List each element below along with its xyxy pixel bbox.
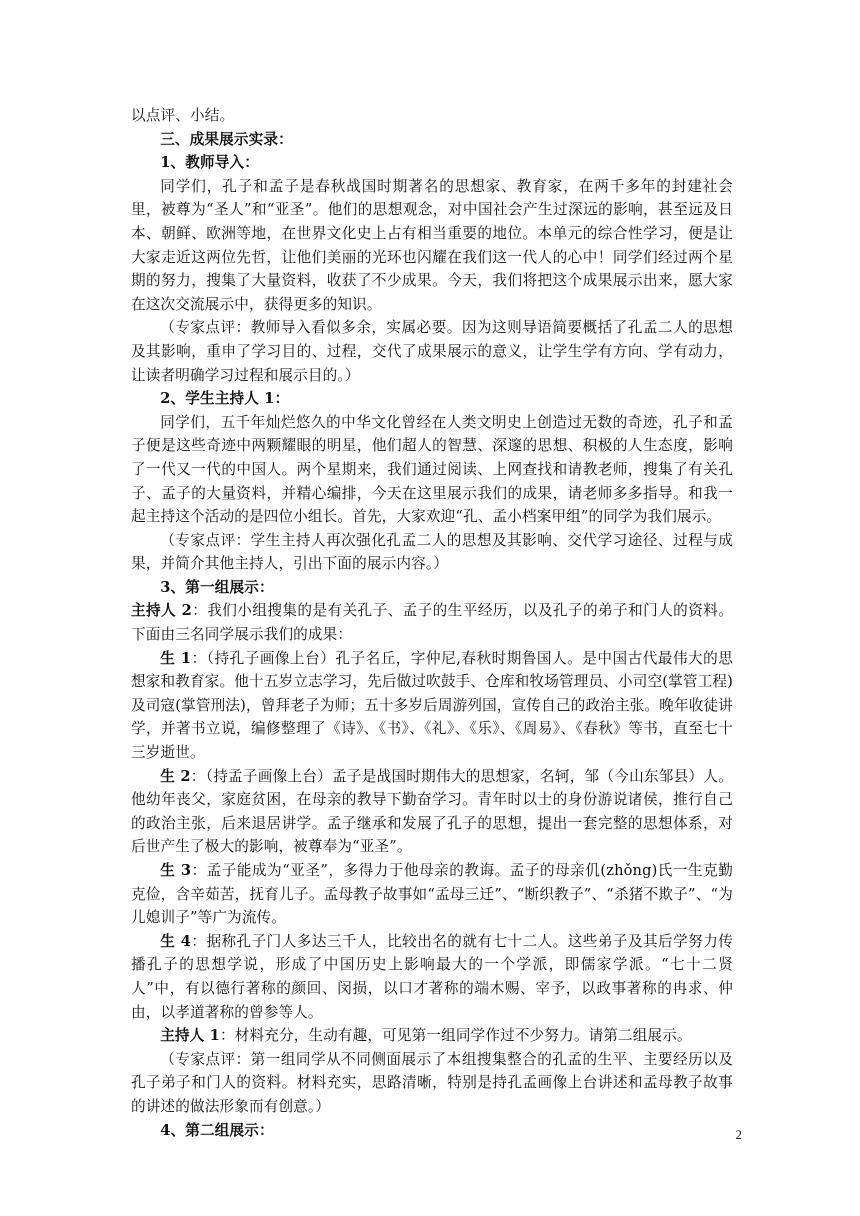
speaker-label: 生 3 bbox=[160, 862, 192, 879]
document-body bbox=[131, 104, 733, 1142]
speaker-label: 生 4 bbox=[160, 932, 192, 950]
expert-comment-2: （专家点评：学生主持人再次强化孔孟二人的思想及其影响、交代学习途径、过程与成果，并简介其他主持人，引出下面的展示内容。） bbox=[131, 531, 733, 573]
host2-paragraph bbox=[131, 599, 733, 646]
subheading-teacher-intro: 1、教师导入： bbox=[160, 154, 259, 172]
speech-text: ：我们小组搜集的是有关孔子、孟子的生平经历，以及孔子的弟子和门人的资料。下面由三名同学展示我们的成果： bbox=[131, 602, 733, 644]
subheading-student-host: 2、学生主持人 1： bbox=[160, 390, 290, 408]
speech-text: ：据称孔子门人多达三千人，比较出名的就有七十二人。这些弟子及其后学努力传播孔子的思想学说，形成了中国历史上影响最大的一个学派，即儒家学派。“七十二贤人”中，有以德行著称的颜回、闵损，以口才著称的端木赐、宰予，以政事著称的冉求、仲由，以孝道著称的曾参等人。 bbox=[131, 932, 734, 1021]
page-number: 2 bbox=[735, 1127, 742, 1142]
subheading-group2: 4、第二组展示： bbox=[160, 1121, 274, 1139]
expert-comment-1: （专家点评：教师导入看似多余，实属必要。因为这则导语简要概括了孔孟二人的思想及其影响，重申了学习目的、过程，交代了成果展示的意义，让学生学有方向、学有动力，让读者明确学习过程和展示目的。） bbox=[131, 319, 733, 384]
student3-paragraph bbox=[131, 859, 733, 930]
speaker-label: 主持人 2 bbox=[131, 602, 192, 620]
student-host-paragraph: 同学们，五千年灿烂悠久的中华文化曾经在人类文明史上创造过无数的奇迹，孔子和孟子便是这些奇迹中两颗耀眼的明星，他们超人的智慧、深邃的思想、积极的人生态度，影响了一代又一代的中国人。两个星期来，我们通过阅读、上网查找和请教老师，搜集了有关孔子、孟子的大量资料，并精心编排，今天在这里展示我们的成果，请老师多多指导。和我一起主持这个活动的是四位小组长。首先，大家欢迎“孔、孟小档案甲组”的同学为我们展示。 bbox=[131, 413, 733, 526]
subheading-group1: 3、第一组展示： bbox=[160, 578, 274, 596]
section-heading: 三、成果展示实录： bbox=[160, 130, 293, 148]
student1-paragraph bbox=[131, 647, 733, 765]
host1-paragraph bbox=[131, 1024, 733, 1048]
teacher-intro-paragraph: 同学们，孔子和孟子是春秋战国时期著名的思想家、教育家，在两千多年的封建社会里，被尊为“圣人”和“亚圣”。他们的思想观念，对中国社会产生过深远的影响，甚至远及日本、朝鲜、欧洲等地，在世界文化史上占有相当重要的地位。本单元的综合性学习，便是让大家走近这两位先哲，让他们美丽的光环也闪耀在我们这一代人的心中！同学们经过两个星期的努力，搜集了大量资料，收获了不少成果。今天，我们将把这个成果展示出来，愿大家在这次交流展示中，获得更多的知识。 bbox=[131, 177, 733, 313]
speaker-label: 主持人 1 bbox=[160, 1027, 220, 1045]
student2-paragraph bbox=[131, 765, 733, 859]
speech-text: ：（持孔子画像上台）孔子名丘，字仲尼,春秋时期鲁国人。是中国古代最伟大的思想家和教育家。他十五岁立志学习，先后做过吹鼓手、仓库和牧场管理员、小司空(掌管工程)及司寇(掌管刑法)，曾拜老子为师；五十多岁后周游列国，宣传自己的政治主张。晚年收徒讲学，并著书立说，编修整理了《诗》、《书》、《礼》、《乐》、《周易》、《春秋》等书，直至七十三岁逝世。 bbox=[131, 649, 733, 762]
speech-text: ：（持孟子画像上台）孟子是战国时期伟大的思想家，名轲，邹（今山东邹县）人。他幼年丧父，家庭贫困，在母亲的教导下勤奋学习。青年时以士的身份游说诸侯，推行自己的政治主张，后来退居讲学。孟子继承和发展了孔子的思想，提出一套完整的思想体系，对后世产生了极大的影响，被尊奉为“亚圣”。 bbox=[131, 767, 733, 856]
speaker-label: 生 2 bbox=[160, 767, 191, 785]
lead-line: 以点评、小结。 bbox=[131, 107, 235, 124]
expert-comment-3: （专家点评：第一组同学从不同侧面展示了本组搜集整合的孔孟的生平、主要经历以及孔子弟子和门人的资料。材料充实，思路清晰，特别是持孔孟画像上台讲述和孟母教子故事的讲述的做法形象而有创意。） bbox=[131, 1050, 733, 1115]
speech-text: ：材料充分，生动有趣，可见第一组同学作过不少努力。请第二组展示。 bbox=[219, 1027, 692, 1045]
student4-paragraph bbox=[131, 930, 733, 1024]
speaker-label: 生 1 bbox=[160, 649, 192, 667]
speech-text: ：孟子能成为“亚圣”，多得力于他母亲的教诲。孟子的母亲仉(zhǒng)氏一生克勤克俭，含辛茹苦，抚育儿子。孟母教子故事如“孟母三迁”、“断织教子”、“杀猪不欺子”、“为儿媳训子”等广为流传。 bbox=[131, 862, 733, 927]
